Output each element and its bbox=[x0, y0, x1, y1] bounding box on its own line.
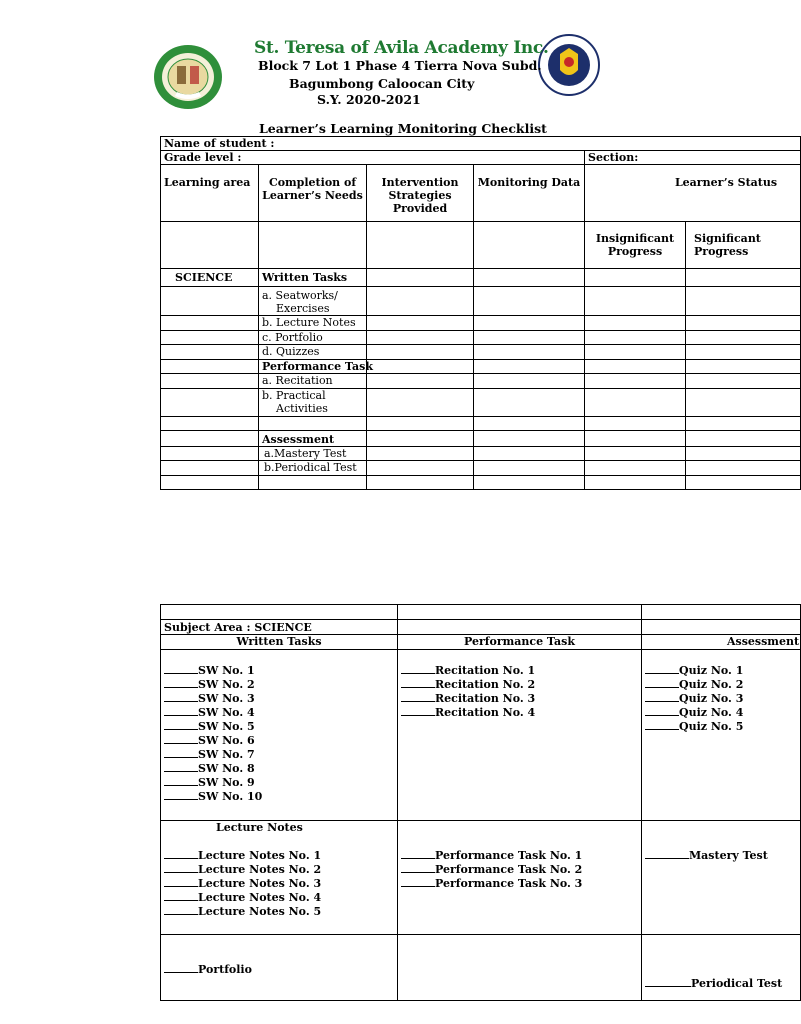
significant-progress-header: Significant Progress bbox=[686, 222, 801, 269]
completion-header: Completion of Learner’s Needs bbox=[259, 165, 367, 222]
recitation-list-item: Recitation No. 1 bbox=[401, 664, 638, 678]
sw-item: SW No. 5 bbox=[164, 720, 394, 734]
portfolio-item: c. Portfolio bbox=[259, 331, 367, 345]
school-year: S.Y. 2020-2021 bbox=[317, 92, 421, 107]
written-tasks-label: Written Tasks bbox=[259, 269, 367, 287]
recitation-list-item: Recitation No. 4 bbox=[401, 706, 638, 720]
lecture-notes-list-item: Lecture Notes No. 5 bbox=[164, 905, 394, 919]
sw-item: SW No. 10 bbox=[164, 790, 394, 804]
address-line-1: Block 7 Lot 1 Phase 4 Tierra Nova Subd. bbox=[258, 58, 542, 73]
performance-task-header: Performance Task bbox=[398, 635, 642, 650]
quiz-list-item: Quiz No. 2 bbox=[645, 678, 797, 692]
sw-item: SW No. 3 bbox=[164, 692, 394, 706]
performance-task-list-item: Performance Task No. 1 bbox=[401, 849, 638, 863]
grade-level-label: Grade level : bbox=[161, 151, 585, 165]
quiz-list bbox=[642, 650, 801, 821]
lecture-notes-list-item: Lecture Notes No. 2 bbox=[164, 863, 394, 877]
mastery-test-item: a.Mastery Test bbox=[259, 447, 367, 461]
sw-item: SW No. 6 bbox=[164, 734, 394, 748]
name-of-student-label: Name of student : bbox=[161, 137, 801, 151]
portfolio-cell bbox=[161, 935, 398, 1001]
insignificant-progress-header: Insignificant Progress bbox=[585, 222, 686, 269]
sw-item: SW No. 4 bbox=[164, 706, 394, 720]
performance-task-list-item: Performance Task No. 3 bbox=[401, 877, 638, 891]
sw-list bbox=[161, 650, 398, 821]
sw-item: SW No. 9 bbox=[164, 776, 394, 790]
monitoring-checklist-table bbox=[160, 136, 801, 490]
lecture-notes-list-item: Lecture Notes No. 4 bbox=[164, 891, 394, 905]
address-line-2: Bagumbong Caloocan City bbox=[289, 76, 475, 91]
lecture-notes-list-item: Lecture Notes No. 3 bbox=[164, 877, 394, 891]
school-seal-logo bbox=[153, 44, 223, 110]
subject-science: SCIENCE bbox=[161, 269, 259, 287]
quiz-list-item: Quiz No. 5 bbox=[645, 720, 797, 734]
periodical-test-line: Periodical Test bbox=[645, 977, 797, 991]
quiz-list-item: Quiz No. 4 bbox=[645, 706, 797, 720]
assessment-header: Assessment bbox=[642, 635, 801, 650]
quiz-list-item: Quiz No. 1 bbox=[645, 664, 797, 678]
performance-task-list bbox=[398, 821, 642, 935]
recitation-item: a. Recitation bbox=[259, 374, 367, 389]
subject-area-label: Subject Area : SCIENCE bbox=[161, 620, 398, 635]
recitation-list bbox=[398, 650, 642, 821]
mastery-test-line: Mastery Test bbox=[645, 849, 797, 863]
lecture-notes-heading: Lecture Notes bbox=[216, 821, 303, 834]
practical-activities-item: b. Practical Activities bbox=[259, 389, 367, 417]
checklist-title: Learner’s Learning Monitoring Checklist bbox=[259, 121, 547, 136]
written-tasks-header: Written Tasks bbox=[161, 635, 398, 650]
monitoring-data-header: Monitoring Data bbox=[474, 165, 585, 222]
quizzes-item: d. Quizzes bbox=[259, 345, 367, 360]
intervention-header: Intervention Strategies Provided bbox=[367, 165, 474, 222]
assessment-label: Assessment bbox=[259, 431, 367, 447]
periodical-test-item: b.Periodical Test bbox=[259, 461, 367, 476]
sw-item: SW No. 1 bbox=[164, 664, 394, 678]
lecture-notes-item: b. Lecture Notes bbox=[259, 316, 367, 331]
school-name: St. Teresa of Avila Academy Inc. bbox=[254, 38, 549, 58]
lecture-notes-list-item: Lecture Notes No. 1 bbox=[164, 849, 394, 863]
learners-status-header: Learner’s Status bbox=[585, 165, 801, 222]
periodical-test-cell bbox=[642, 935, 801, 1001]
performance-task-label: Performance Task bbox=[259, 360, 367, 374]
lecture-notes-list bbox=[161, 821, 398, 935]
portfolio-line: Portfolio bbox=[164, 963, 394, 977]
section-label: Section: bbox=[585, 151, 801, 165]
sw-item: SW No. 2 bbox=[164, 678, 394, 692]
seatworks-item: a. Seatworks/ Exercises bbox=[259, 287, 367, 316]
subject-area-table bbox=[160, 604, 801, 1001]
sw-item: SW No. 7 bbox=[164, 748, 394, 762]
learning-area-header: Learning area bbox=[161, 165, 259, 222]
performance-task-list-item: Performance Task No. 2 bbox=[401, 863, 638, 877]
recitation-list-item: Recitation No. 3 bbox=[401, 692, 638, 706]
sw-item: SW No. 8 bbox=[164, 762, 394, 776]
recitation-list-item: Recitation No. 2 bbox=[401, 678, 638, 692]
mastery-test-cell bbox=[642, 821, 801, 935]
quiz-list-item: Quiz No. 3 bbox=[645, 692, 797, 706]
